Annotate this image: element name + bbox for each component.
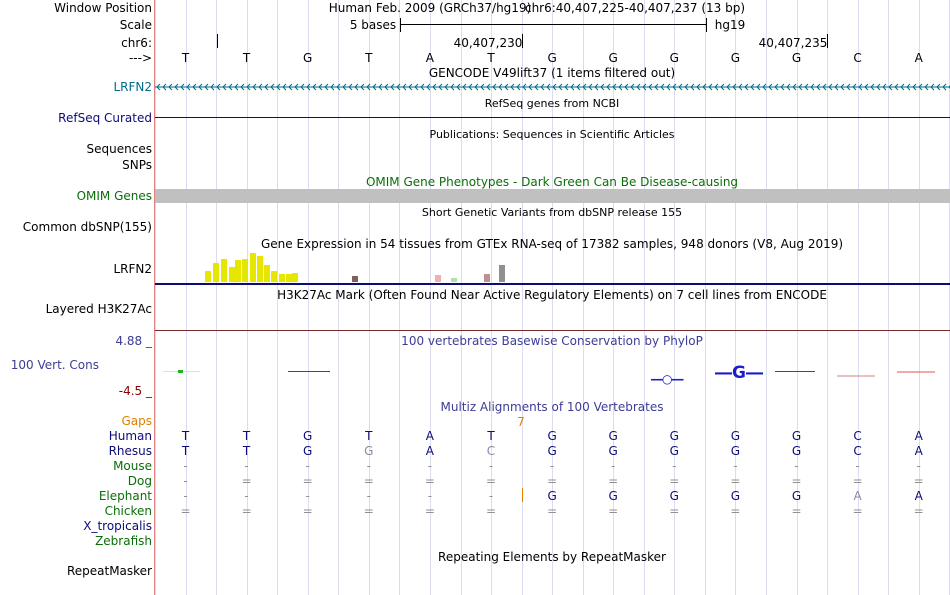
alignment-base: =	[547, 504, 558, 518]
alignment-base: T	[242, 444, 251, 458]
alignment-base: =	[363, 474, 374, 488]
tracks-image[interactable]	[155, 0, 950, 595]
alignment-base: G	[791, 444, 802, 458]
scale-bar	[400, 24, 706, 25]
gtex-tissue-bar[interactable]	[451, 278, 457, 282]
species-label-x_tropicalis[interactable]: X_tropicalis	[83, 519, 152, 533]
reference-base: G	[608, 51, 618, 65]
alignment-base: G	[303, 429, 313, 443]
cons-title: 100 vertebrates Basewise Conservation by PhyloP	[401, 334, 703, 348]
alignment-base: =	[302, 504, 313, 518]
alignment-base: =	[485, 474, 497, 488]
reference-base: G	[303, 51, 313, 65]
alignment-base: G	[791, 489, 802, 503]
alignment-base: -	[488, 489, 494, 503]
alignment-base: T	[365, 429, 373, 443]
alignment-base: =	[608, 504, 619, 518]
gtex-tissue-bar[interactable]	[435, 275, 441, 282]
gtex-tissue-bar[interactable]	[235, 260, 241, 282]
species-label-mouse[interactable]: Mouse	[113, 459, 152, 473]
alignment-base: -	[916, 459, 921, 473]
track-labels-column	[0, 0, 154, 595]
gencode-feature-graphic	[155, 80, 950, 94]
elephant-gap-marker	[522, 488, 523, 502]
gaps-count: 7	[517, 415, 525, 429]
track-label-cons[interactable]: 100 Vert. Cons	[10, 358, 99, 372]
species-label-chicken[interactable]: Chicken	[104, 504, 152, 518]
cons-logo-g: ―G―	[715, 363, 763, 383]
alignment-base: =	[302, 474, 313, 488]
scale-db-text: hg19	[714, 18, 746, 32]
reference-base: G	[669, 51, 679, 65]
alignment-base: -	[305, 489, 310, 503]
alignment-base: G	[730, 429, 741, 443]
alignment-base: -	[672, 459, 677, 473]
alignment-base: -	[427, 489, 433, 503]
assembly-text: Human Feb. 2009 (GRCh37/hg19)	[328, 1, 532, 15]
alignment-base: =	[913, 504, 924, 518]
alignment-base: -	[366, 489, 371, 503]
reference-base: T	[181, 51, 190, 65]
gtex-tissue-bar[interactable]	[205, 271, 211, 282]
track-label-snps[interactable]: SNPs	[122, 158, 152, 172]
scale-text: 5 bases	[349, 18, 397, 32]
alignment-base: =	[669, 474, 680, 488]
scale-label: Scale	[119, 18, 152, 32]
alignment-base: -	[305, 459, 310, 473]
gtex-tissue-bar[interactable]	[279, 274, 285, 282]
alignment-base: A	[425, 429, 434, 443]
reference-base: C	[853, 51, 862, 65]
alignment-base: G	[730, 489, 741, 503]
gtex-title: Gene Expression in 54 tissues from GTEx RNA-seq of 17382 samples, 948 donors (V8, Aug 2019)	[260, 237, 844, 251]
scale-bar-left-tick	[400, 18, 401, 32]
alignment-base: G	[669, 429, 679, 443]
alignment-base: =	[913, 474, 924, 488]
track-label-gtex[interactable]: LRFN2	[113, 262, 152, 276]
alignment-base: =	[669, 504, 680, 518]
gtex-tissue-bar[interactable]	[250, 253, 256, 282]
coord-label-a: 40,407,230	[453, 36, 523, 50]
alignment-base: =	[852, 504, 863, 518]
coord-tick	[217, 34, 218, 48]
track-label-omim[interactable]: OMIM Genes	[76, 189, 152, 203]
refseq-title: RefSeq genes from NCBI	[484, 97, 620, 110]
alignment-base: =	[852, 474, 863, 488]
track-label-refseq[interactable]: RefSeq Curated	[58, 111, 152, 125]
track-label-gencode[interactable]: LRFN2	[113, 80, 152, 94]
alignment-base: T	[181, 429, 190, 443]
gtex-tissue-bar[interactable]	[264, 265, 270, 282]
alignment-base: G	[669, 444, 679, 458]
alignment-base: =	[730, 504, 741, 518]
reference-base: G	[791, 51, 802, 65]
rmsk-title: Repeating Elements by RepeatMasker	[438, 550, 666, 564]
track-label-gaps[interactable]: Gaps	[121, 414, 152, 428]
chrom-label: chr6:	[121, 36, 152, 50]
omim-title: OMIM Gene Phenotypes - Dark Green Can Be Disease-causing	[365, 175, 739, 189]
alignment-base: T	[181, 444, 190, 458]
reference-base: T	[487, 51, 495, 65]
position-text: chr6:40,407,225-40,407,237 (13 bp)	[524, 1, 746, 15]
gtex-tissue-bar[interactable]	[257, 256, 263, 282]
gtex-tissue-bar[interactable]	[213, 263, 219, 282]
species-label-rhesus[interactable]: Rhesus	[108, 444, 152, 458]
track-label-dbsnp[interactable]: Common dbSNP(155)	[22, 220, 152, 234]
h3k27ac-baseline	[155, 330, 950, 331]
gtex-tissue-bar[interactable]	[271, 271, 277, 282]
alignment-base: -	[427, 459, 433, 473]
alignment-base: -	[733, 459, 738, 473]
cons-min-value: -4.5 _	[118, 384, 152, 398]
alignment-base: -	[183, 459, 188, 473]
alignment-base: =	[730, 474, 741, 488]
alignment-base: -	[183, 489, 188, 503]
coord-tick-a	[522, 34, 523, 48]
alignment-base: =	[241, 474, 252, 488]
reference-base: A	[914, 51, 923, 65]
alignment-base: G	[608, 429, 618, 443]
alignment-base: G	[547, 444, 557, 458]
scale-bar-right-tick	[706, 18, 707, 32]
alignment-base: G	[364, 444, 374, 458]
gtex-gene-line	[155, 283, 950, 285]
dbsnp-title: Short Genetic Variants from dbSNP release 155	[421, 206, 683, 219]
reference-base: A	[425, 51, 434, 65]
coord-tick-b	[827, 34, 828, 48]
gencode-title: GENCODE V49lift37 (1 items filtered out)	[428, 66, 676, 80]
alignment-base: G	[303, 444, 313, 458]
reference-base: G	[730, 51, 741, 65]
alignment-base: T	[242, 429, 251, 443]
species-label-human[interactable]: Human	[108, 429, 152, 443]
alignment-base: -	[549, 459, 555, 473]
h3k27ac-title: H3K27Ac Mark (Often Found Near Active Regulatory Elements) on 7 cell lines from ENCODE	[277, 288, 827, 302]
alignment-base: =	[424, 474, 435, 488]
alignment-base: G	[608, 444, 618, 458]
alignment-base: =	[791, 474, 802, 488]
alignment-base: -	[611, 459, 616, 473]
strand-label: --->	[128, 51, 152, 65]
alignment-base: =	[363, 504, 374, 518]
alignment-base: =	[424, 504, 435, 518]
alignment-base: G	[547, 489, 557, 503]
refseq-feature[interactable]	[155, 117, 950, 118]
alignment-base: C	[486, 444, 496, 458]
alignment-base: G	[547, 429, 557, 443]
gtex-tissue-bar[interactable]	[221, 259, 227, 282]
multiz-title: Multiz Alignments of 100 Vertebrates	[440, 400, 664, 414]
alignment-base: A	[425, 444, 434, 458]
alignment-base: =	[791, 504, 802, 518]
gtex-tissue-bar[interactable]	[499, 265, 505, 282]
gtex-tissue-bar[interactable]	[242, 259, 248, 282]
alignment-base: =	[547, 474, 558, 488]
track-label-h3k27ac[interactable]: Layered H3K27Ac	[45, 302, 152, 316]
reference-base: T	[365, 51, 373, 65]
alignment-base: -	[794, 459, 799, 473]
alignment-base: =	[241, 504, 252, 518]
reference-base: G	[547, 51, 557, 65]
alignment-base: -	[366, 459, 371, 473]
cons-max-value: 4.88 _	[115, 334, 152, 348]
pubs-title: Publications: Sequences in Scientific Articles	[429, 128, 675, 141]
alignment-base: T	[487, 429, 495, 443]
gencode-feature-lrfn2[interactable]	[155, 80, 950, 94]
alignment-base: =	[180, 504, 191, 518]
alignment-base: =	[485, 504, 497, 518]
omim-feature[interactable]	[155, 189, 950, 203]
alignment-base: -	[855, 459, 860, 473]
track-label-sequences[interactable]: Sequences	[86, 142, 152, 156]
alignment-base: =	[608, 474, 619, 488]
alignment-base: C	[853, 429, 862, 443]
cons-logo-small: ―○―	[651, 372, 683, 386]
alignment-base: -	[488, 459, 494, 473]
alignment-base: G	[791, 429, 802, 443]
reference-base: T	[242, 51, 251, 65]
species-label-elephant[interactable]: Elephant	[98, 489, 152, 503]
gtex-tissue-bar[interactable]	[352, 276, 358, 282]
species-label-dog[interactable]: Dog	[127, 474, 152, 488]
alignment-base: G	[608, 489, 618, 503]
alignment-base: -	[183, 474, 188, 488]
alignment-base: -	[244, 459, 249, 473]
gtex-tissue-bar[interactable]	[484, 274, 490, 282]
alignment-base: A	[914, 429, 923, 443]
alignment-base: G	[730, 444, 741, 458]
coord-label-b: 40,407,235	[758, 36, 828, 50]
alignment-base: A	[914, 489, 923, 503]
alignment-base: -	[244, 489, 249, 503]
cons-signal-graphic	[155, 340, 950, 400]
species-label-zebrafish[interactable]: Zebrafish	[95, 534, 152, 548]
track-label-rmsk[interactable]: RepeatMasker	[66, 564, 152, 578]
alignment-base: A	[853, 489, 862, 503]
alignment-base: A	[914, 444, 923, 458]
window-position-label: Window Position	[54, 1, 152, 15]
alignment-base: G	[669, 489, 679, 503]
alignment-base: C	[853, 444, 862, 458]
gtex-tissue-bar[interactable]	[292, 273, 298, 282]
